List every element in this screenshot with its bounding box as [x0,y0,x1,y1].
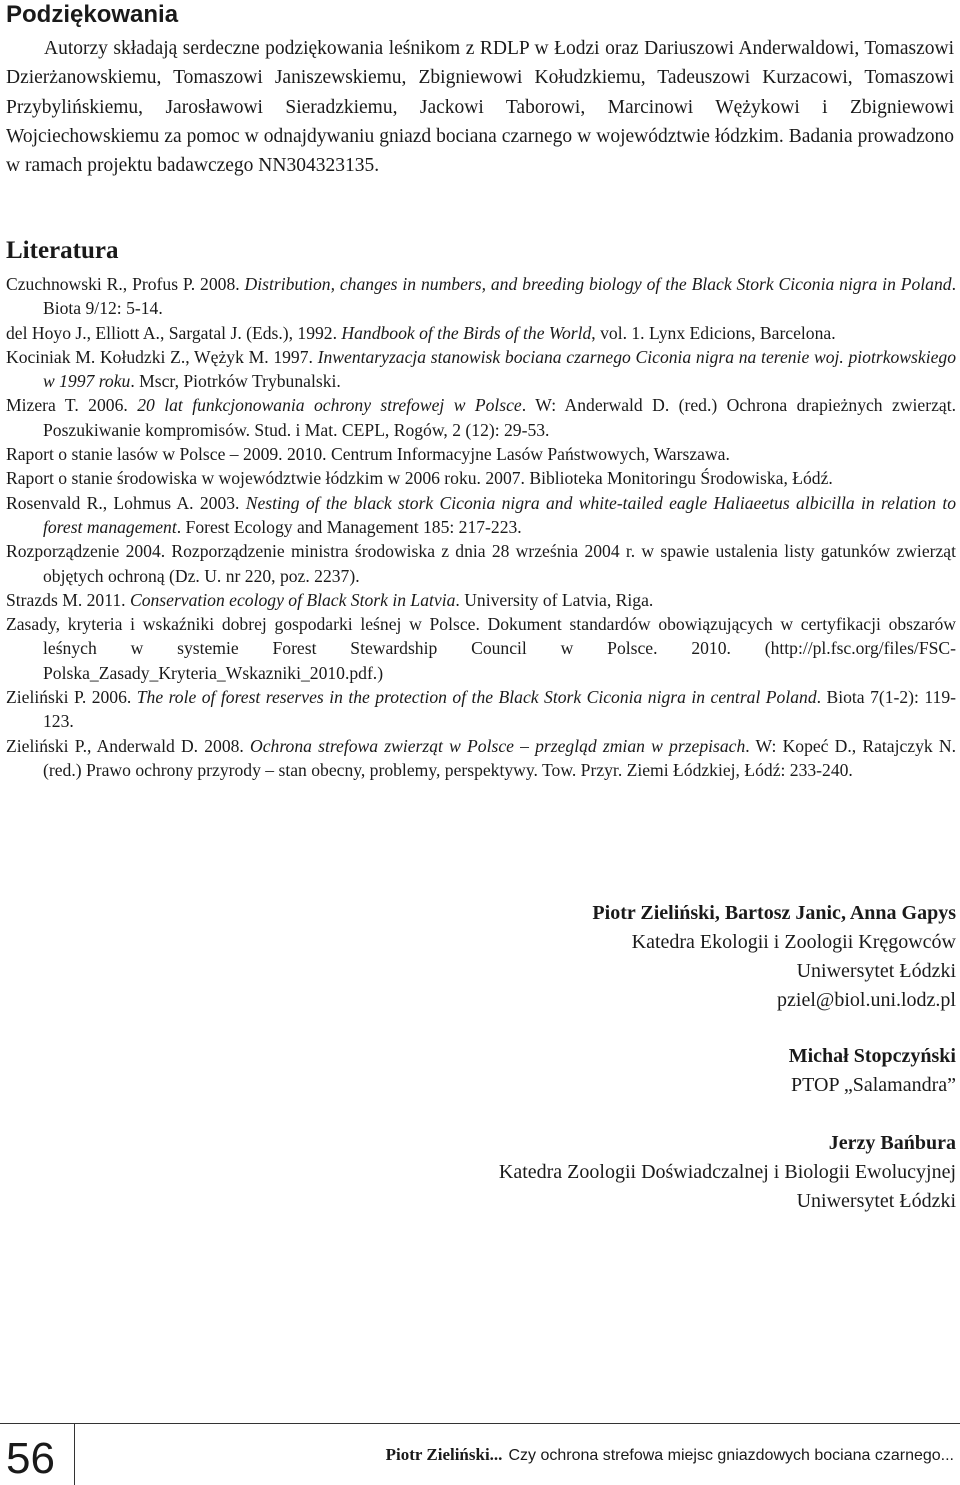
reference-item [6,272,956,321]
reference-text: Zasady, kryteria i wskaźniki dobrej gospodarki leśnej w Polsce. Dokument standardów obowiązujących w certyfikacji obszarów leśnych w systemie Forest Stewardship Council w Polsce. 2010. (http://pl.fsc.org/files/FSC-Polska_Zasady_Kryteria_Wskazniki_2010.pdf.) [6,614,956,683]
reference-item [6,588,956,612]
reference-item [6,466,956,490]
reference-source: , vol. 1. Lynx Edicions, Barcelona. [591,322,836,343]
reference-source: . Forest Ecology and Management 185: 217-223. [176,516,522,537]
reference-item [6,612,956,685]
acknowledgements-heading: Podziękowania [6,1,179,28]
reference-text: Strazds M. 2011. [6,589,130,610]
reference-title: Handbook of the Birds of the World [341,322,592,343]
reference-title: Ochrona strefowa zwierząt w Polsce – przegląd zmian w przepisach [250,735,746,756]
reference-source: . Mscr, Piotrków Trybunalski. [130,371,341,392]
author-names: Jerzy Bańbura [828,1132,956,1154]
author-names: Piotr Zieliński, Bartosz Janic, Anna Gapys [592,902,956,924]
affiliation-department: Katedra Ekologii i Zoologii Kręgowców [631,931,956,953]
reference-title: Inwentaryzacja stanowisk bociana czarnego Ciconia nigra na terenie woj. piotrkowskiego w 1997 roku [43,346,956,392]
reference-text: Raport o stanie środowiska w województwie łódzkim w 2006 roku. 2007. Biblioteka Monitoringu Środowiska, Łódź. [6,468,833,489]
footer-vertical-divider [74,1423,75,1485]
reference-source: . Biota 9/12: 5-14. [43,274,956,319]
acknowledgements-paragraph: Autorzy składają serdeczne podziękowania leśnikom z RDLP w Łodzi oraz Dariuszowi Anderwaldowi, Tomaszowi Dzierżanowskiemu, Tomaszowi Janiszewskiemu, Zbigniewowi Kołudzkiemu, Tadeuszowi Kurzacowi, Tomaszowi Przybylińskiemu, Jarosławowi Sieradzkiemu, Jackowi Taborowi, Marcinowi Wężykowi i Zbigniewowi Wojciechowskiemu za pomoc w odnajdywaniu gniazd bociana czarnego w województwie łódzkim. Badania prowadzono w ramach projektu badawczego NN304323135. [6,38,954,177]
reference-title: The role of forest reserves in the protection of the Black Stork Ciconia nigra in central Poland [136,687,817,708]
reference-source: . W: Kopeć D., Ratajczyk N. (red.) Prawo ochrony przyrody – stan obecny, problemy, perspektywy. Tow. Przyr. Ziemi Łódzkiej, Łódź: 233-240. [43,735,957,780]
reference-item [6,442,956,466]
affiliation-organization: PTOP „Salamandra” [791,1074,956,1096]
reference-source: . University of Latvia, Riga. [455,589,654,610]
reference-title: Distribution, changes in numbers, and breeding biology of the Black Stork Ciconia nigra in Poland [244,274,952,294]
reference-text: Zieliński P. 2006. [6,687,137,708]
running-title: Czy ochrona strefowa miejsc gniazdowych bociana czarnego... [508,1447,954,1464]
reference-item [6,539,956,588]
reference-text: Rosenvald R., Lohmus A. 2003. [6,492,246,513]
reference-source: . W: Anderwald D. (red.) Ochrona drapieżnych zwierząt. Poszukiwanie kompromisów. Stud. i Mat. CEPL, Rogów, 2 (12): 29-53. [43,395,956,440]
reference-title: Conservation ecology of Black Stork in Latvia [129,589,456,610]
reference-title: 20 lat funkcjonowania ochrony strefowej w Polsce [137,395,522,416]
reference-item [6,685,956,734]
reference-list [6,272,956,782]
reference-text: Zieliński P., Anderwald D. 2008. [6,735,251,756]
affiliation-block [789,1042,956,1100]
reference-item [6,393,956,442]
reference-text: Raport o stanie lasów w Polsce – 2009. 2010. Centrum Informacyjne Lasów Państwowych, Warszawa. [6,444,730,465]
author-names: Michał Stopczyński [788,1045,956,1067]
reference-item [6,345,956,394]
reference-text: Rozporządzenie 2004. Rozporządzenie ministra środowiska z dnia 28 września 2004 r. w spawie ustalenia listy gatunków zwierząt objętych ochroną (Dz. U. nr 220, poz. 2237). [6,541,956,586]
reference-item [6,491,956,540]
reference-text: del Hoyo J., Elliott A., Sargatal J. (Eds.), 1992. [6,322,342,343]
affiliation-university: Uniwersytet Łódzki [796,1190,956,1212]
author-email: pziel@biol.uni.lodz.pl [777,989,956,1011]
running-author: Piotr Zieliński... [385,1445,503,1464]
literature-heading: Literatura [6,237,119,264]
page-number: 56 [6,1434,55,1483]
running-header [386,1443,954,1468]
affiliation-university: Uniwersytet Łódzki [796,960,956,982]
reference-text: Mizera T. 2006. [6,395,138,416]
reference-item [6,321,956,345]
reference-text: Czuchnowski R., Profus P. 2008. [6,274,245,294]
reference-text: Kociniak M. Kołudzki Z., Wężyk M. 1997. [6,346,318,367]
affiliation-block [592,899,956,1015]
reference-item [6,734,956,783]
reference-title: Nesting of the black stork Ciconia nigra and white-tailed eagle Haliaeetus albicilla in relation to forest management [43,492,957,537]
footer-divider [0,1423,960,1424]
affiliation-department: Katedra Zoologii Doświadczalnej i Biologii Ewolucyjnej [498,1161,956,1183]
affiliation-block [499,1129,956,1216]
reference-source: . Biota 7(1-2): 119-123. [43,687,956,732]
